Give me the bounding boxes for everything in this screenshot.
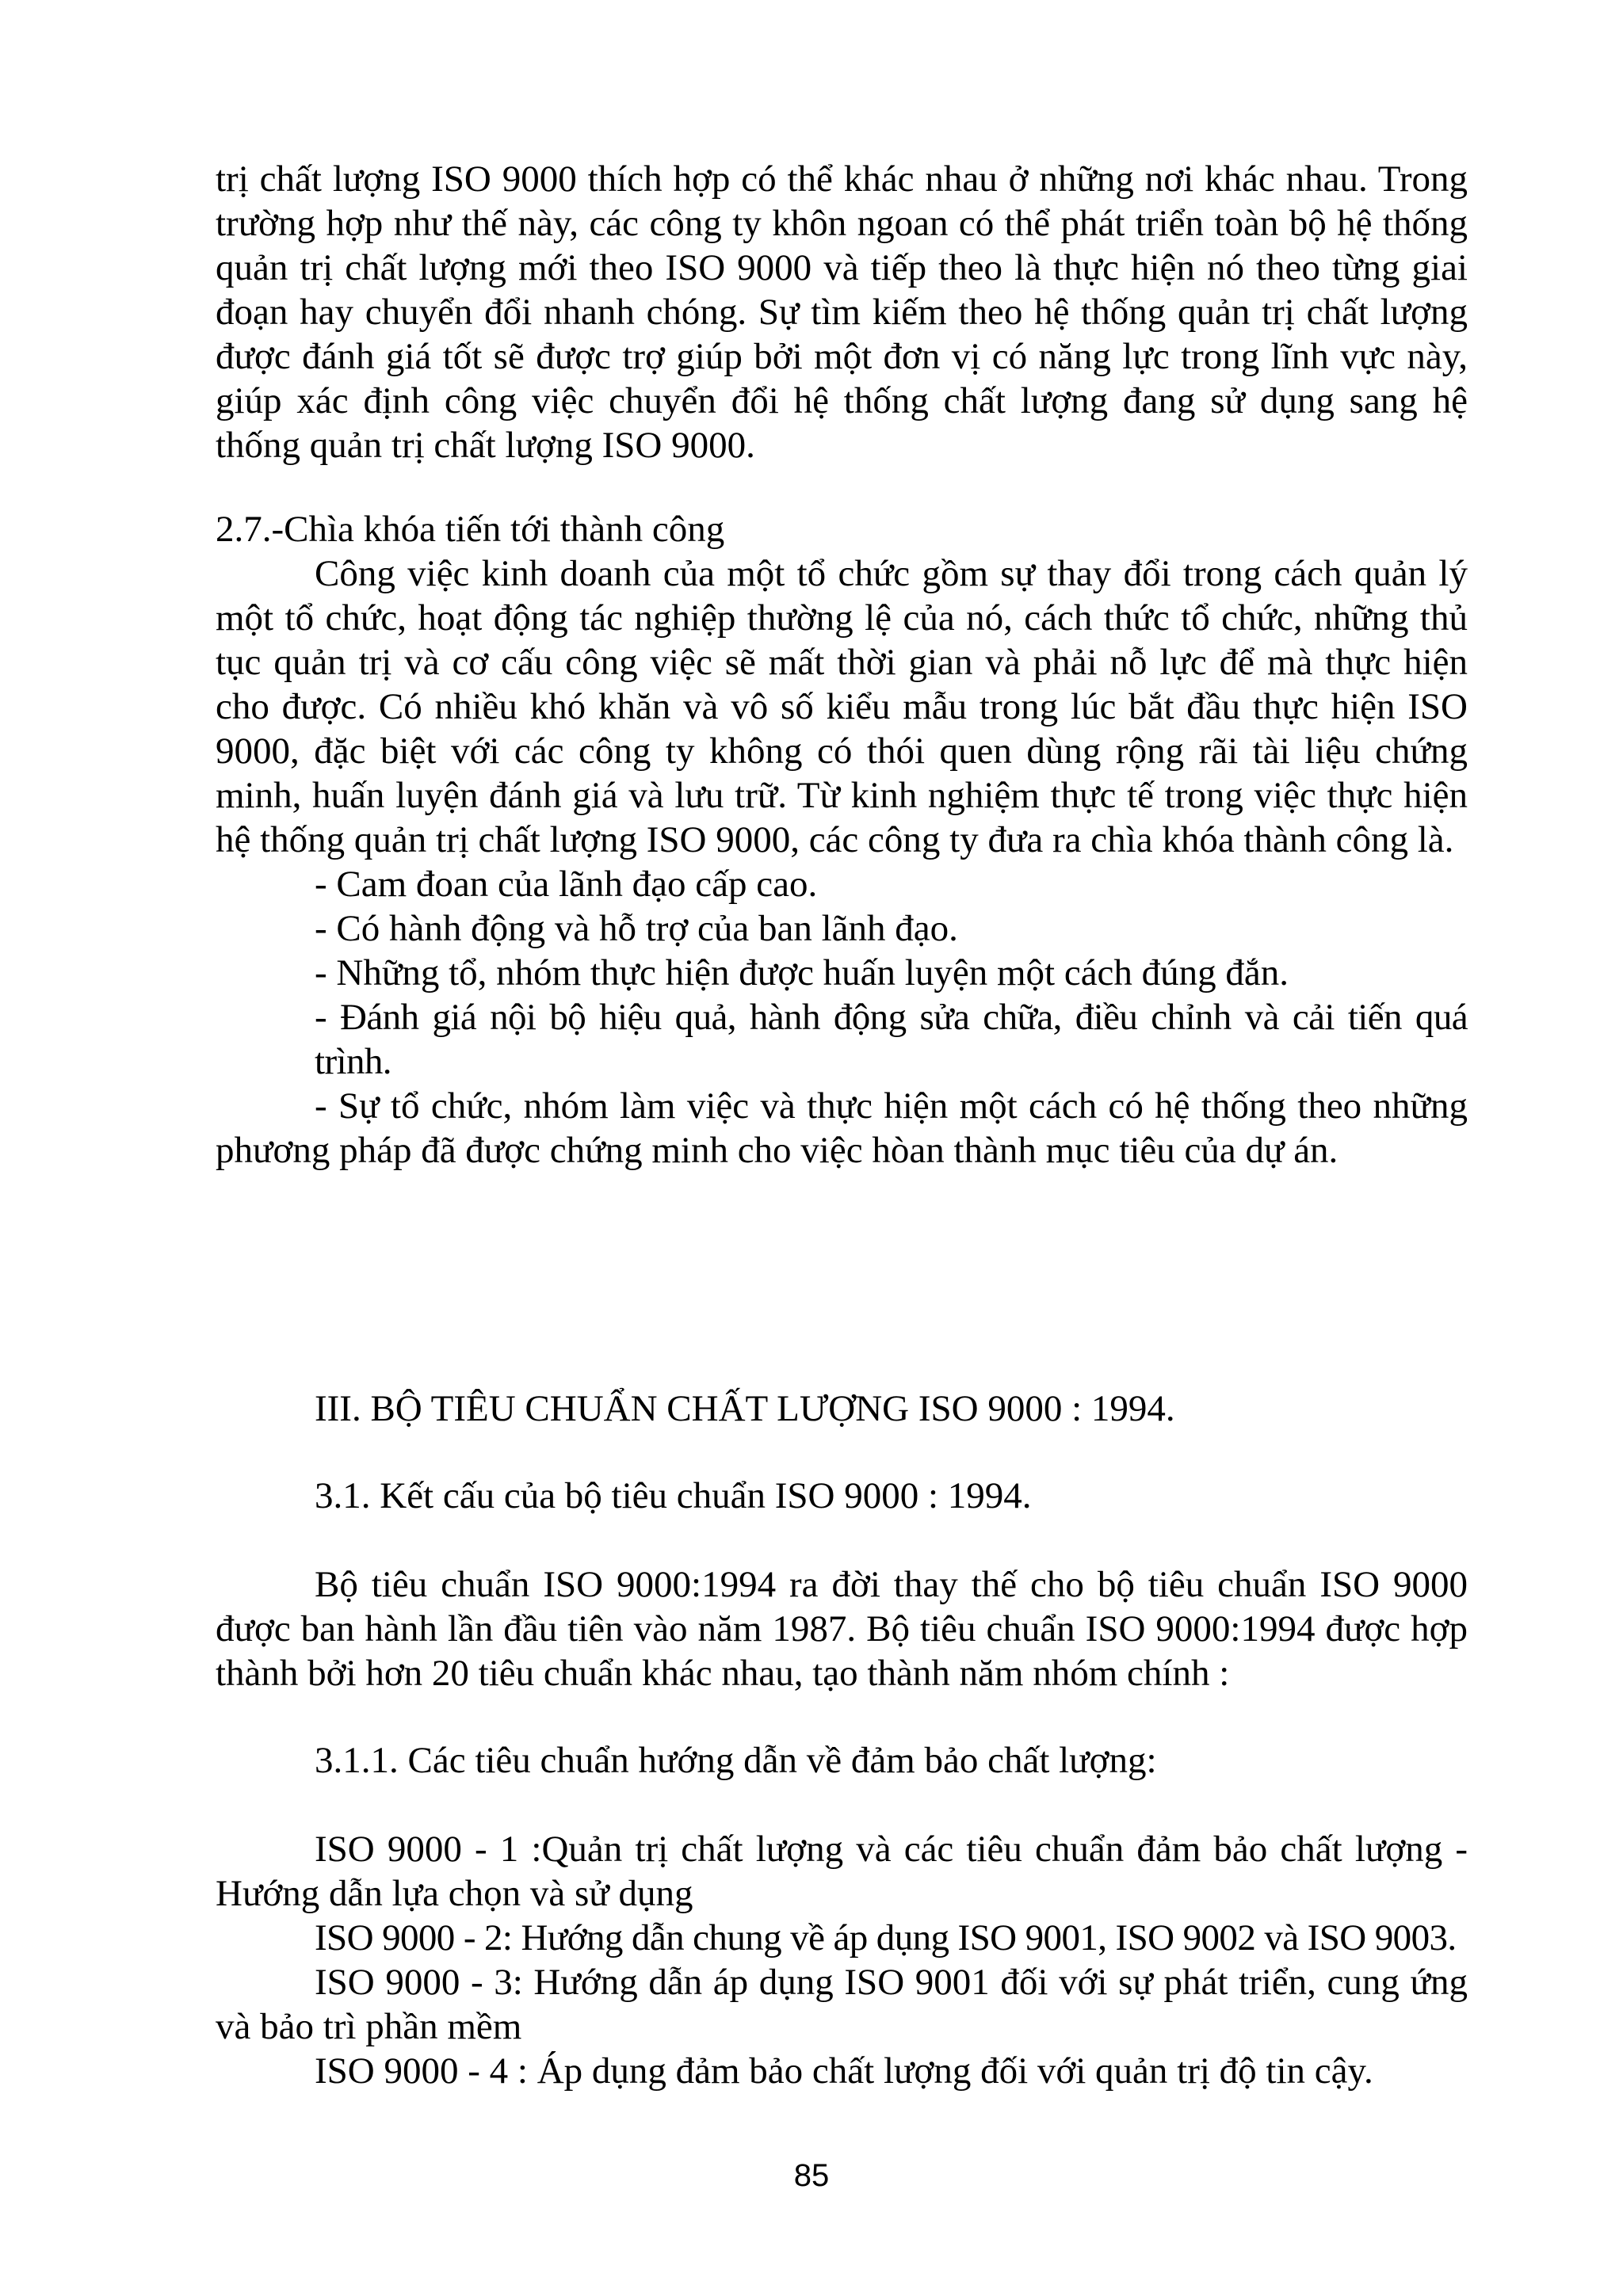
section-3-1-1-heading: 3.1.1. Các tiêu chuẩn hướng dẫn về đảm bảo chất lượng: <box>315 1740 1157 1781</box>
bullet-item: - Cam đoan của lãnh đạo cấp cao. <box>315 864 818 905</box>
standard-item: ISO 9000 - 2: Hướng dẫn chung về áp dụng ISO 9001, ISO 9002 và ISO 9003. <box>315 1917 1457 1958</box>
section-2-7 <box>216 507 1468 1173</box>
bullet-item: - Có hành động và hỗ trợ của ban lãnh đạo. <box>315 908 958 949</box>
bullet-item: - Sự tổ chức, nhóm làm việc và thực hiện một cách có hệ thống theo những phương pháp đã được chứng minh cho việc hòan thành mục tiêu của dự án. <box>216 1085 1468 1171</box>
standards-list <box>216 1827 1468 2093</box>
section-2-7-paragraph: Công việc kinh doanh của một tổ chức gồm sự thay đổi trong cách quản lý một tổ chức, hoạt động tác nghiệp thường lệ của nó, cách thức tổ chức, những thủ tục quản trị và cơ cấu công việc sẽ mất thời gian và phải nỗ lực để mà thực hiện cho được. Có nhiều khó khăn và vô số kiểu mẫu trong lúc bắt đầu thực hiện ISO 9000, đặc biệt với các công ty không có thói quen dùng rộng rãi tài liệu chứng minh, huấn luyện đánh giá và lưu trữ. Từ kinh nghiệm thực tế trong việc thực hiện hệ thống quản trị chất lượng ISO 9000, các công ty đưa ra chìa khóa thành công là. <box>216 553 1468 860</box>
standard-item: ISO 9000 - 1 :Quản trị chất lượng và các tiêu chuẩn đảm bảo chất lượng - Hướng dẫn lựa chọn và sử dụng <box>216 1829 1468 1914</box>
section-3-1-heading: 3.1. Kết cấu của bộ tiêu chuẩn ISO 9000 : 1994. <box>315 1475 1032 1516</box>
section-3-paragraph: Bộ tiêu chuẩn ISO 9000:1994 ra đời thay thế cho bộ tiêu chuẩn ISO 9000 được ban hành lần đầu tiên vào năm 1987. Bộ tiêu chuẩn ISO 9000:1994 được hợp thành bởi hơn 20 tiêu chuẩn khác nhau, tạo thành năm nhóm chính : <box>216 1564 1468 1694</box>
section-3-heading-block <box>216 1386 1468 1431</box>
bullet-item: - Những tổ, nhóm thực hiện được huấn luyện một cách đúng đắn. <box>315 952 1289 994</box>
section-3-paragraph-block <box>216 1562 1468 1695</box>
standard-item: ISO 9000 - 3: Hướng dẫn áp dụng ISO 9001 đối với sự phát triển, cung ứng và bảo trì phần mềm <box>216 1962 1468 2047</box>
section-3-1-block <box>216 1474 1468 1518</box>
section-2-7-heading: 2.7.-Chìa khóa tiến tới thành công <box>216 509 725 550</box>
page-number: 85 <box>793 2158 830 2193</box>
section-3-1-1-block <box>216 1738 1468 1783</box>
bullet-item: - Đánh giá nội bộ hiệu quả, hành động sửa chữa, điều chỉnh và cải tiến quá trình. <box>315 997 1468 1082</box>
standard-item: ISO 9000 - 4 : Áp dụng đảm bảo chất lượng đối với quản trị độ tin cậy. <box>315 2050 1373 2092</box>
intro-block <box>216 157 1468 467</box>
section-3-heading: III. BỘ TIÊU CHUẨN CHẤT LƯỢNG ISO 9000 : 1994. <box>315 1388 1175 1429</box>
intro-paragraph: trị chất lượng ISO 9000 thích hợp có thể khác nhau ở những nơi khác nhau. Trong trường hợp như thế này, các công ty khôn ngoan có thể phát triển toàn bộ hệ thống quản trị chất lượng mới theo ISO 9000 và tiếp theo là thực hiện nó theo từng giai đoạn hay chuyển đổi nhanh chóng. Sự tìm kiếm theo hệ thống quản trị chất lượng được đánh giá tốt sẽ được trợ giúp bởi một đơn vị có năng lực trong lĩnh vực này, giúp xác định công việc chuyển đổi hệ thống chất lượng đang sử dụng sang hệ thống quản trị chất lượng ISO 9000. <box>216 158 1468 466</box>
